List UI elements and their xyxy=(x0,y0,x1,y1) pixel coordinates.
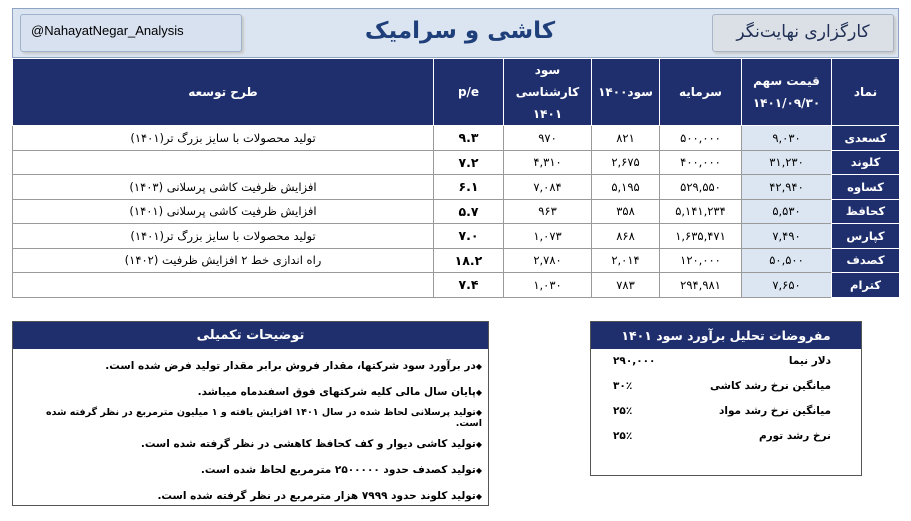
assumption-row xyxy=(591,374,861,399)
header-capital: سرمایه xyxy=(660,59,742,126)
cell-symbol: کصدف xyxy=(832,248,900,273)
cell-pe: ۹.۳ xyxy=(434,126,504,151)
note-item: ◆ تولید کلوند حدود ۷۹۹۹ هزار مترمربع در نظر گرفته شده است. xyxy=(19,483,482,509)
cell-expert-profit: ۹۷۰ xyxy=(504,126,592,151)
notes-title: توضیحات تکمیلی xyxy=(13,322,488,349)
cell-expert-profit: ۷,۰۸۴ xyxy=(504,175,592,200)
cell-price: ۵,۵۳۰ xyxy=(742,199,832,224)
cell-price: ۷,۶۵۰ xyxy=(742,273,832,298)
header-expert-profit-label: سود کارشناسی xyxy=(515,63,580,99)
cell-expert-profit: ۱,۰۷۳ xyxy=(504,224,592,249)
table-row xyxy=(13,150,900,175)
cell-price: ۵۰,۵۰۰ xyxy=(742,248,832,273)
assumption-label: میانگین نرخ رشد کاشی xyxy=(710,380,831,392)
cell-price: ۳۱,۲۳۰ xyxy=(742,150,832,175)
header-symbol: نماد xyxy=(832,59,900,126)
header-profit-1400: سود۱۴۰۰ xyxy=(592,59,660,126)
cell-capital: ۵۲۹,۵۵۰ xyxy=(660,175,742,200)
cell-plan: افزایش ظرفیت کاشی پرسلانی (۱۴۰۳) xyxy=(13,175,434,200)
stocks-table xyxy=(12,58,900,298)
note-item: ◆ تولید پرسلانی لحاظ شده در سال ۱۴۰۱ افزایش یافته و ۱ میلیون مترمربع در نظر گرفته شده است. xyxy=(19,405,482,431)
cell-capital: ۱,۶۳۵,۴۷۱ xyxy=(660,224,742,249)
table-row xyxy=(13,224,900,249)
cell-expert-profit: ۹۶۳ xyxy=(504,199,592,224)
cell-plan: تولید محصولات با سایز بزرگ تر(۱۴۰۱) xyxy=(13,224,434,249)
cell-pe: ۵.۷ xyxy=(434,199,504,224)
assumption-row xyxy=(591,424,861,449)
cell-price: ۷,۴۹۰ xyxy=(742,224,832,249)
table-row xyxy=(13,126,900,151)
cell-expert-profit: ۲,۷۸۰ xyxy=(504,248,592,273)
assumption-value: ۲۵٪ xyxy=(613,430,633,442)
cell-symbol: کساوه xyxy=(832,175,900,200)
notes-list xyxy=(13,349,488,509)
header-pe: p/e xyxy=(434,59,504,126)
assumption-value: ۳۰٪ xyxy=(613,380,633,392)
assumption-label: نرخ رشد تورم xyxy=(758,430,831,442)
cell-symbol: کترام xyxy=(832,273,900,298)
cell-pe: ۷.۴ xyxy=(434,273,504,298)
cell-plan: راه اندازی خط ۲ افزایش ظرفیت (۱۴۰۲) xyxy=(13,248,434,273)
header-expert-profit-year: ۱۴۰۱ xyxy=(532,107,563,121)
cell-symbol: کلوند xyxy=(832,150,900,175)
cell-capital: ۵,۱۴۱,۲۳۴ xyxy=(660,199,742,224)
cell-profit-1400: ۲,۶۷۵ xyxy=(592,150,660,175)
cell-pe: ۶.۱ xyxy=(434,175,504,200)
table-header-row xyxy=(13,59,900,126)
cell-profit-1400: ۳۵۸ xyxy=(592,199,660,224)
assumption-label: دلار نیما xyxy=(788,355,831,367)
assumptions-panel xyxy=(590,321,862,476)
page-title: کاشی و سرامیک xyxy=(364,18,556,44)
cell-symbol: کپارس xyxy=(832,224,900,249)
cell-symbol: کسعدی xyxy=(832,126,900,151)
agency-name: کارگزاری نهایت‌نگر xyxy=(712,14,894,52)
cell-plan: افزایش ظرفیت کاشی پرسلانی (۱۴۰۱) xyxy=(13,199,434,224)
table-row xyxy=(13,175,900,200)
cell-plan xyxy=(13,150,434,175)
cell-plan xyxy=(13,273,434,298)
cell-profit-1400: ۸۲۱ xyxy=(592,126,660,151)
cell-plan: تولید محصولات با سایز بزرگ تر(۱۴۰۱) xyxy=(13,126,434,151)
header-price-label: قیمت سهم xyxy=(753,74,820,88)
assumption-row xyxy=(591,399,861,424)
assumption-row xyxy=(591,349,861,374)
header-plan: طرح توسعه xyxy=(13,59,434,126)
cell-capital: ۱۲۰,۰۰۰ xyxy=(660,248,742,273)
note-item: ◆ تولید کاشی دیوار و کف کحافظ کاهشی در نظر گرفته شده است. xyxy=(19,431,482,457)
cell-capital: ۴۰۰,۰۰۰ xyxy=(660,150,742,175)
assumption-label: میانگین نرخ رشد مواد xyxy=(718,405,831,417)
cell-expert-profit: ۴,۳۱۰ xyxy=(504,150,592,175)
cell-profit-1400: ۵,۱۹۵ xyxy=(592,175,660,200)
cell-profit-1400: ۷۸۳ xyxy=(592,273,660,298)
header-price-date: ۱۴۰۱/۰۹/۳۰ xyxy=(752,96,821,110)
table-row xyxy=(13,273,900,298)
cell-profit-1400: ۸۶۸ xyxy=(592,224,660,249)
cell-capital: ۲۹۴,۹۸۱ xyxy=(660,273,742,298)
note-item: ◆ پایان سال مالی کلیه شرکتهای فوق اسفندماه میباشد. xyxy=(19,379,482,405)
cell-expert-profit: ۱,۰۳۰ xyxy=(504,273,592,298)
table-row xyxy=(13,199,900,224)
cell-profit-1400: ۲,۰۱۴ xyxy=(592,248,660,273)
note-item: ◆ تولید کصدف حدود ۲۵۰۰۰۰۰ مترمربع لحاظ شده است. xyxy=(19,457,482,483)
cell-pe: ۷.۰ xyxy=(434,224,504,249)
note-item: ◆ در برآورد سود شرکتها، مقدار فروش برابر مقدار تولید فرض شده است. xyxy=(19,353,482,379)
cell-pe: ۱۸.۲ xyxy=(434,248,504,273)
header-price xyxy=(742,59,832,126)
cell-capital: ۵۰۰,۰۰۰ xyxy=(660,126,742,151)
cell-pe: ۷.۲ xyxy=(434,150,504,175)
assumption-value: ۲۵٪ xyxy=(613,405,633,417)
table-row xyxy=(13,248,900,273)
cell-symbol: کحافظ xyxy=(832,199,900,224)
assumption-value: ۲۹۰,۰۰۰ xyxy=(613,355,656,367)
notes-panel xyxy=(12,321,489,506)
assumptions-title: مفروضات تحلیل برآورد سود ۱۴۰۱ xyxy=(591,322,861,349)
header-expert-profit xyxy=(504,59,592,126)
cell-price: ۹,۰۳۰ xyxy=(742,126,832,151)
cell-price: ۴۲,۹۴۰ xyxy=(742,175,832,200)
channel-handle: @NahayatNegar_Analysis xyxy=(20,14,242,52)
